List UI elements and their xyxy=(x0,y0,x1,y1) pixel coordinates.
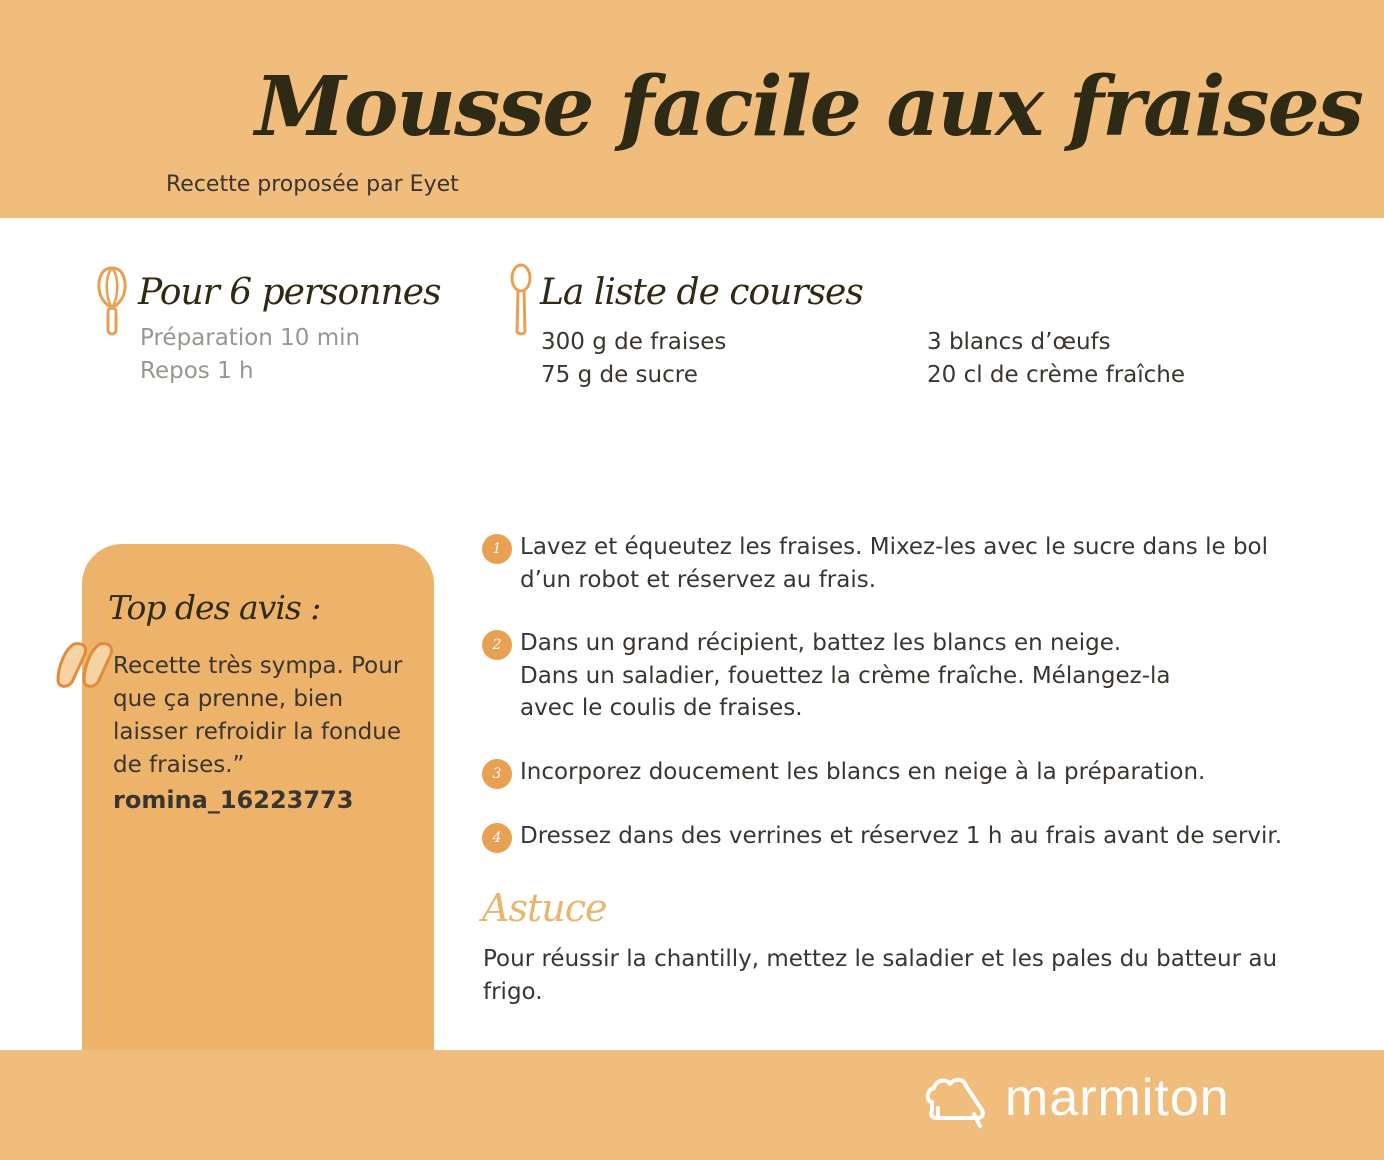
recipe-author: Recette proposée par Eyet xyxy=(166,172,459,197)
recipe-title: Mousse facile aux fraises xyxy=(255,59,1362,155)
review-text: Recette très sympa. Pour que ça prenne, bien laisser refroidir la fondue de fraises.” xyxy=(113,653,403,778)
ingredients-column-right xyxy=(927,326,1185,392)
ingredients-column-left xyxy=(541,326,726,392)
spoon-icon xyxy=(508,262,534,336)
tip-text: Pour réussir la chantilly, mettez le saladier et les pales du batteur au frigo. xyxy=(483,946,1278,1005)
shopping-list-title: La liste de courses xyxy=(540,272,863,313)
chef-hat-icon xyxy=(924,1074,988,1130)
step-text: Dressez dans des verrines et réservez 1 h au frais avant de servir. xyxy=(520,823,1283,849)
step-number-badge: 2 xyxy=(482,630,512,660)
brand-logo: marmiton xyxy=(1005,1069,1230,1127)
step-number-badge: 4 xyxy=(482,823,512,853)
step-number-badge: 3 xyxy=(482,759,512,789)
whisk-icon xyxy=(94,262,130,336)
ingredient-item: 20 cl de crème fraîche xyxy=(927,362,1186,388)
quote-icon xyxy=(54,638,116,690)
step-text: Lavez et équeutez les fraises. Mixez-les avec le sucre dans le bol d’un robot et réservez au frais. xyxy=(520,534,1269,593)
preparation-time: Préparation 10 min xyxy=(140,325,361,351)
timing-info xyxy=(140,322,360,388)
reviews-title: Top des avis : xyxy=(108,588,321,627)
ingredient-item: 75 g de sucre xyxy=(541,362,698,388)
step-number-badge: 1 xyxy=(482,534,512,564)
ingredient-item: 3 blancs d’œufs xyxy=(927,329,1111,355)
step-text: Dans un grand récipient, battez les blancs en neige. Dans un saladier, fouettez la crème fraîche. Mélangez-la avec le coulis de fraises. xyxy=(520,630,1171,721)
tip-title: Astuce xyxy=(482,886,607,930)
review-author: romina_16223773 xyxy=(113,786,354,814)
step-text: Incorporez doucement les blancs en neige à la préparation. xyxy=(520,759,1206,785)
servings-title: Pour 6 personnes xyxy=(138,272,441,313)
rest-time: Repos 1 h xyxy=(140,358,254,384)
ingredient-item: 300 g de fraises xyxy=(541,329,727,355)
